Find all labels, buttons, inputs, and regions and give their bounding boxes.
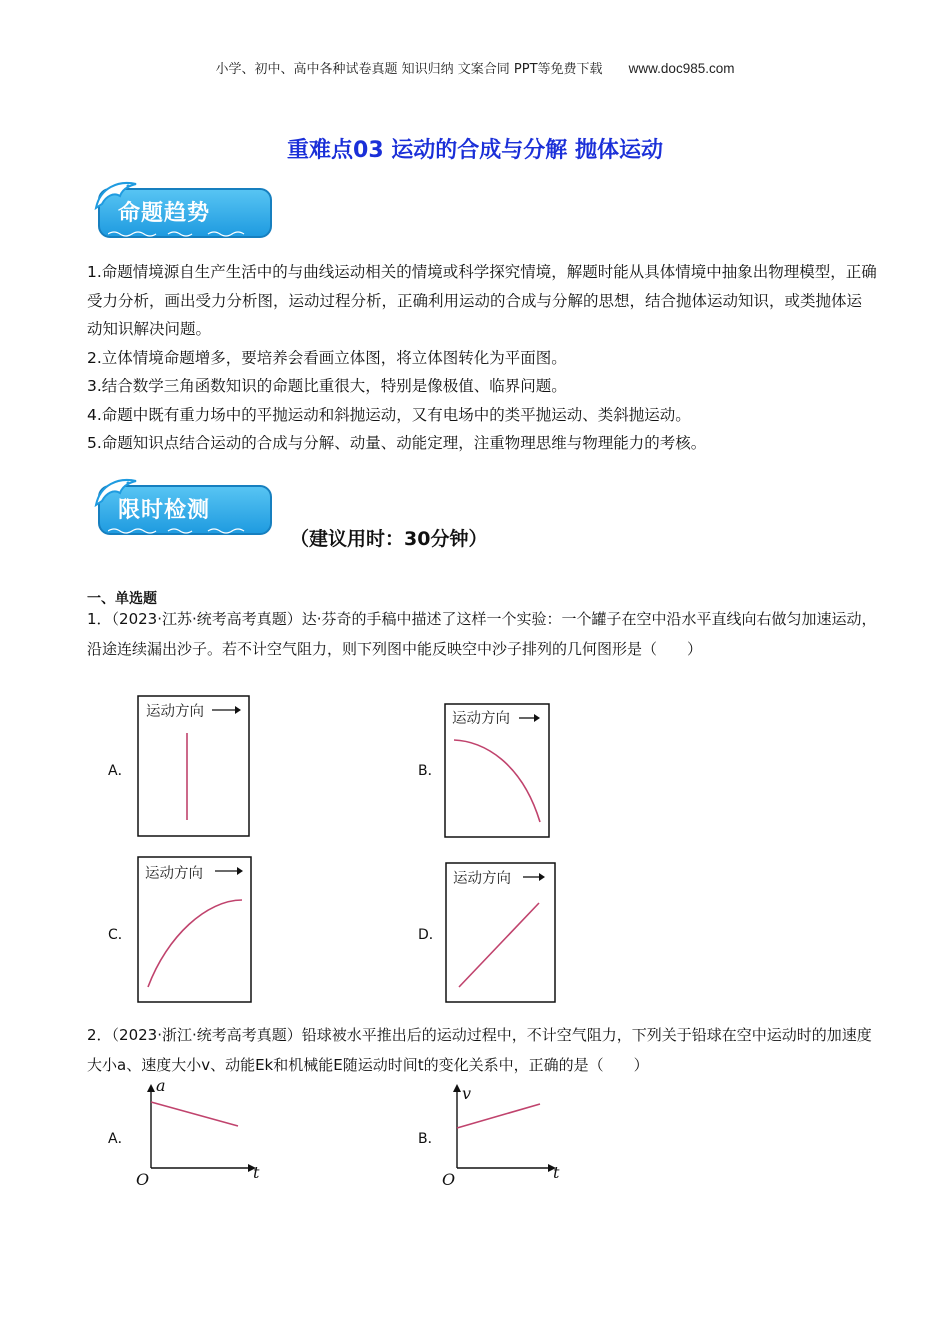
- direction-caption: 运动方向: [145, 866, 203, 882]
- trend-item: 5.命题知识点结合运动的合成与分解、动量、动能定理，注重物理思维与物理能力的考核。: [87, 434, 707, 452]
- header-site[interactable]: www.doc985.com: [628, 61, 735, 76]
- axis-label-v: v: [462, 1084, 472, 1103]
- option-b-label[interactable]: B．: [418, 763, 442, 779]
- axis-label-t: t: [553, 1163, 560, 1182]
- time-note: （建议用时：30分钟）: [290, 528, 488, 550]
- question-2-stem: 2．（2023·浙江·统考高考真题）铅球被水平推出后的运动过程中，不计空气阻力，下列关于铅球在空中运动时的加速度大小a、速度大小v、动能Ek和机械能E随运动时间t的变化关系中，正确的是（ ）: [87, 1026, 872, 1074]
- header-text: 小学、初中、高中各种试卷真题 知识归纳 文案合同 PPT等免费下载: [215, 62, 603, 77]
- trend-item: 4.命题中既有重力场中的平抛运动和斜抛运动，又有电场中的类平抛运动、类斜抛运动。: [87, 405, 691, 424]
- q2-option-a-graph: [138, 1080, 268, 1190]
- option-b-label[interactable]: B．: [418, 1131, 442, 1147]
- axis-label-origin: O: [442, 1170, 456, 1189]
- test-badge: [92, 475, 274, 541]
- trend-badge: [92, 178, 274, 244]
- direction-caption: 运动方向: [453, 871, 511, 887]
- page-header: [0, 58, 950, 77]
- trend-item: 3.结合数学三角函数知识的命题比重很大，特别是像极值、临界问题。: [87, 377, 567, 395]
- option-a-label[interactable]: A．: [108, 1131, 132, 1147]
- axis-label-origin: O: [136, 1170, 150, 1189]
- badge-label: 限时检测: [118, 498, 211, 523]
- wave-decoration: [108, 230, 258, 238]
- option-c-label[interactable]: C．: [108, 927, 132, 943]
- page-title: 重难点03 运动的合成与分解 抛体运动: [287, 138, 663, 163]
- badge-label: 命题趋势: [118, 201, 211, 226]
- trend-item: 2.立体情境命题增多，要培养会看画立体图，将立体图转化为平面图。: [87, 348, 567, 367]
- trend-item: 1.命题情境源自生产生活中的与曲线运动相关的情境或科学探究情境，解题时能从具体情境中抽象出物理模型，正确受力分析，画出受力分析图，运动过程分析，正确利用运动的合成与分解的思想，结合抛体运动知识，或类抛体运动知识解决问题。: [87, 263, 877, 338]
- option-d-label[interactable]: D．: [418, 927, 443, 943]
- section-title: 一、单选题: [87, 591, 157, 607]
- direction-caption: 运动方向: [452, 711, 510, 727]
- option-a-label[interactable]: A．: [108, 763, 132, 779]
- axis-label-t: t: [253, 1163, 260, 1182]
- direction-caption: 运动方向: [146, 704, 204, 720]
- trend-list: [87, 258, 877, 458]
- question-1-stem: 1．（2023·江苏·统考高考真题）达·芬奇的手稿中描述了这样一个实验：一个罐子在空中沿水平直线向右做匀加速运动，沿途连续漏出沙子。若不计空气阻力，则下列图中能反映空中沙子排列的几何图形是（ ）: [87, 610, 877, 658]
- wave-decoration: [108, 527, 258, 535]
- axis-label-a: a: [156, 1076, 166, 1095]
